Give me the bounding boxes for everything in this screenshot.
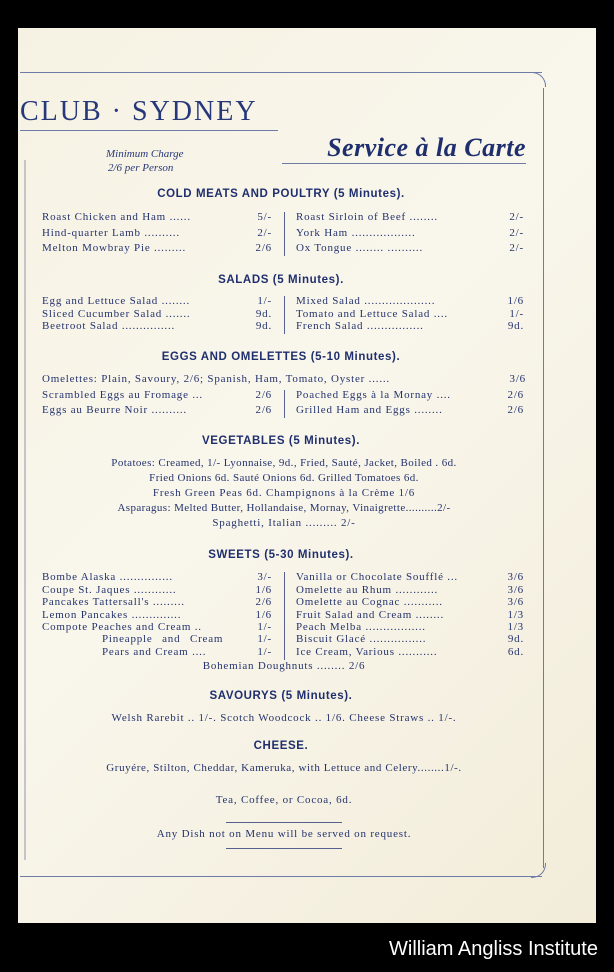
border-top	[20, 72, 542, 73]
menu-item: Mixed Salad .................... 1/6	[296, 295, 524, 307]
menu-item: Grilled Ham and Eggs ........ 2/6	[296, 404, 524, 416]
section-heading-sweets: SWEETS (5-30 Minutes).	[208, 549, 354, 561]
menu-item: Pancakes Tattersall's ......... 2/6	[42, 596, 272, 608]
menu-item: Egg and Lettuce Salad ........ 1/-	[42, 295, 272, 307]
menu-item: Eggs au Beurre Noir .......... 2/6	[42, 404, 272, 416]
divider-rule	[226, 848, 342, 849]
section-heading-eggs: EGGS AND OMELETTES (5-10 Minutes).	[161, 351, 401, 363]
column-divider	[284, 296, 285, 334]
menu-item: Tomato and Lettuce Salad .... 1/-	[296, 308, 524, 320]
binding-shadow	[24, 160, 26, 860]
menu-item: Poached Eggs à la Mornay .... 2/6	[296, 389, 524, 401]
menu-item: Vanilla or Chocolate Soufflé ... 3/6	[296, 571, 524, 583]
menu-line: Potatoes: Creamed, 1/- Lyonnaise, 9d., Fried, Sauté, Jacket, Boiled . 6d.	[111, 457, 457, 469]
menu-title: Service à la Carte	[282, 133, 526, 164]
menu-item: Scrambled Eggs au Fromage ... 2/6	[42, 389, 272, 401]
border-bottom	[20, 876, 542, 877]
drinks-line: Tea, Coffee, or Cocoa, 6d.	[215, 794, 353, 806]
menu-item: Compote Peaches and Cream .. 1/-	[42, 621, 272, 633]
divider-rule	[226, 822, 342, 823]
menu-item: Bombe Alaska ............... 3/-	[42, 571, 272, 583]
menu-item: Hind-quarter Lamb .......... 2/-	[42, 227, 272, 239]
menu-item: Roast Chicken and Ham ...... 5/-	[42, 211, 272, 223]
menu-item: Lemon Pancakes .............. 1/6	[42, 609, 272, 621]
section-heading-savourys: SAVOURYS (5 Minutes).	[209, 690, 353, 702]
menu-item: Omelettes: Plain, Savoury, 2/6; Spanish, Ham, Tomato, Oyster ...... 3/6	[42, 373, 526, 385]
border-right	[543, 88, 544, 868]
column-divider	[284, 390, 285, 418]
menu-line: Bohemian Doughnuts ........ 2/6	[202, 660, 366, 672]
menu-item: Sliced Cucumber Salad ....... 9d.	[42, 308, 272, 320]
menu-item: Fruit Salad and Cream ........ 1/3	[296, 609, 524, 621]
menu-item: Ox Tongue ........ .......... 2/-	[296, 242, 524, 254]
column-divider	[284, 572, 285, 660]
section-heading-salads: SALADS (5 Minutes).	[218, 274, 344, 286]
menu-note: Any Dish not on Menu will be served on request.	[156, 828, 412, 840]
minimum-charge-label: Minimum Charge	[106, 148, 184, 160]
menu-line: Spaghetti, Italian ......... 2/-	[212, 517, 356, 529]
menu-item: Pears and Cream .... 1/-	[102, 646, 272, 658]
menu-line: Fresh Green Peas 6d. Champignons à la Crème 1/6	[152, 487, 416, 499]
menu-line: Fried Onions 6d. Sauté Onions 6d. Grilled Tomatoes 6d.	[149, 472, 419, 484]
section-heading-cheese: CHEESE.	[253, 740, 309, 752]
menu-item: Beetroot Salad ............... 9d.	[42, 320, 272, 332]
menu-line: Asparagus: Melted Butter, Hollandaise, Mornay, Vinaigrette..........2/-	[117, 502, 451, 514]
section-heading-vegetables: VEGETABLES (5 Minutes).	[202, 435, 360, 447]
menu-item: Biscuit Glacé ................ 9d.	[296, 633, 524, 645]
image-credit: William Angliss Institute	[389, 938, 598, 960]
menu-item: Ice Cream, Various ........... 6d.	[296, 646, 524, 658]
menu-item: French Salad ................ 9d.	[296, 320, 524, 332]
minimum-charge-value: 2/6 per Person	[108, 162, 174, 174]
club-name: CLUB · SYDNEY	[20, 96, 278, 131]
menu-item: Peach Melba ................. 1/3	[296, 621, 524, 633]
menu-line: Gruyére, Stilton, Cheddar, Kameruka, with Lettuce and Celery........1/-.	[106, 762, 462, 774]
menu-item: Omelette au Rhum ............ 3/6	[296, 584, 524, 596]
menu-item: Melton Mowbray Pie ......... 2/6	[42, 242, 272, 254]
section-heading-cold-meats: COLD MEATS AND POULTRY (5 Minutes).	[157, 188, 405, 200]
menu-line: Welsh Rarebit .. 1/-. Scotch Woodcock .. 1/6. Cheese Straws .. 1/-.	[111, 712, 457, 724]
menu-item: York Ham .................. 2/-	[296, 227, 524, 239]
menu-item: Omelette au Cognac ........... 3/6	[296, 596, 524, 608]
column-divider	[284, 212, 285, 256]
menu-item: Roast Sirloin of Beef ........ 2/-	[296, 211, 524, 223]
minimum-charge	[106, 147, 184, 175]
menu-item: Pineapple and Cream 1/-	[102, 633, 272, 645]
menu-item: Coupe St. Jaques ............ 1/6	[42, 584, 272, 596]
